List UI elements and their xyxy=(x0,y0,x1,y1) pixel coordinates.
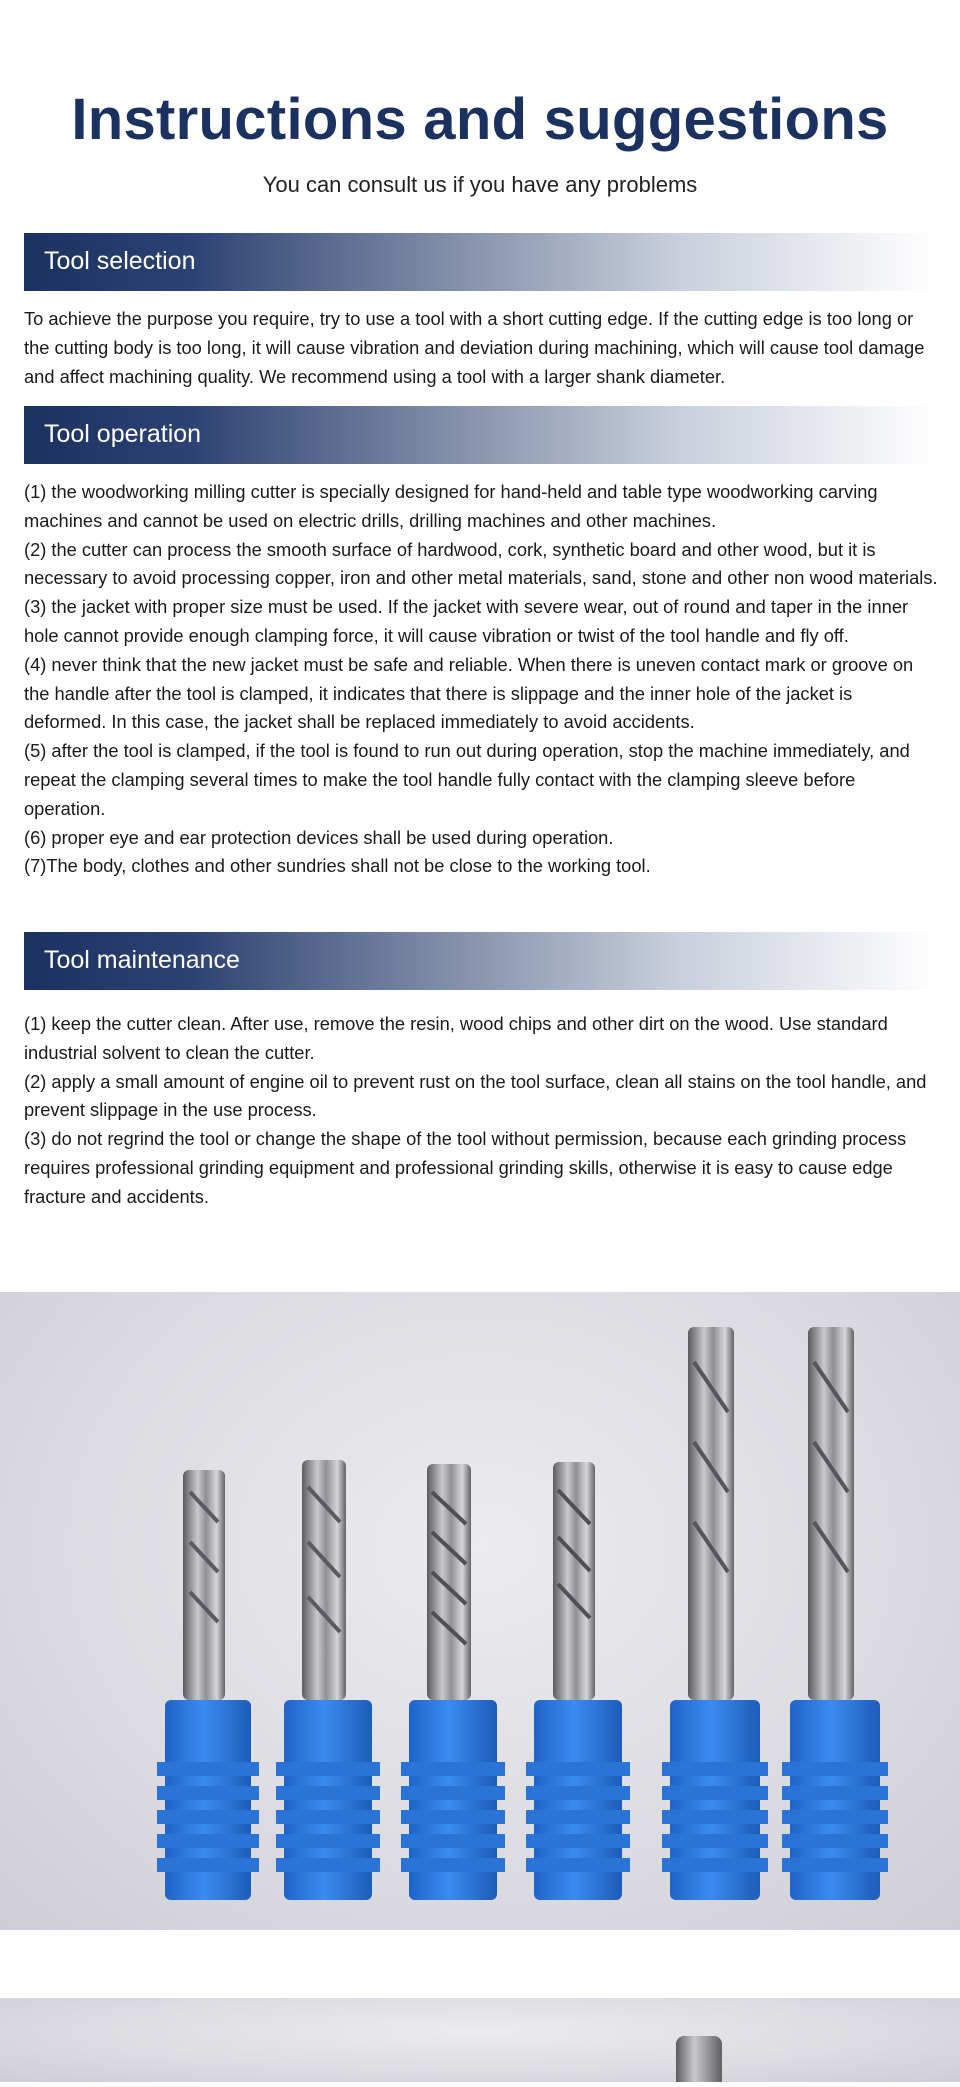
list-item: (6) proper eye and ear protection devices shall be used during operation. xyxy=(24,826,614,848)
cutter-3 xyxy=(401,1464,505,1900)
cutter-6 xyxy=(782,1327,888,1900)
section-body-tool-selection xyxy=(24,305,938,391)
end-mill-detail-illustration xyxy=(0,1998,960,2082)
list-item: (2) the cutter can process the smooth surface of hardwood, cork, synthetic board and other wood, but it is necessary to avoid processing copper, iron and other metal materials, sand, stone and other non wood materials. xyxy=(24,538,938,589)
cutter-2 xyxy=(276,1460,380,1900)
section-heading: Tool maintenance xyxy=(44,946,240,974)
list-item: (3) do not regrind the tool or change the shape of the tool without permission, because each grinding process requires professional grinding equipment and professional grinding skills, otherwise it is easy to cause edge fracture and accidents. xyxy=(24,1128,907,1207)
list-item: (3) the jacket with proper size must be used. If the jacket with severe wear, out of round and taper in the inner hole cannot provide enough clamping force, it will cause vibration or twist of the tool handle and fly off. xyxy=(24,596,909,646)
list-item: (1) the woodworking milling cutter is specially designed for hand-held and table type woodworking carving machines and cannot be used on electric drills, drilling machines and other machines. xyxy=(24,481,878,531)
paragraph: To achieve the purpose you require, try to use a tool with a short cutting edge. If the cutting edge is too long or the cutting body is too long, it will cause vibration and deviation during machining, which will cause tool damage and affect machining quality. We recommend using a tool with a larger shank diameter. xyxy=(24,308,925,387)
list-item: (7)The body, clothes and other sundries shall not be close to the working tool. xyxy=(24,855,651,877)
product-photo-group xyxy=(0,1292,960,1930)
cutter-1 xyxy=(157,1470,259,1900)
cutter-4 xyxy=(526,1462,630,1900)
product-photo-detail xyxy=(0,1998,960,2082)
section-body-tool-operation xyxy=(24,478,938,881)
page-title: Instructions and suggestions xyxy=(71,87,889,152)
section-header-tool-maintenance xyxy=(24,932,936,990)
section-heading: Tool selection xyxy=(44,247,196,275)
page-subtitle: You can consult us if you have any problems xyxy=(262,172,698,197)
list-item: (5) after the tool is clamped, if the tool is found to run out during operation, stop the machine immediately, and repeat the clamping several times to make the tool handle fully contact with the clamping sleeve before operation. xyxy=(24,740,910,819)
cutter-tip xyxy=(676,2036,722,2082)
list-item: (1) keep the cutter clean. After use, remove the resin, wood chips and other dirt on the wood. Use standard industrial solvent to clean the cutter. xyxy=(24,1013,888,1063)
section-header-tool-selection xyxy=(24,233,936,291)
list-item: (4) never think that the new jacket must be safe and reliable. When there is uneven contact mark or groove on the handle after the tool is clamped, it indicates that there is slippage and the inner hole of the jacket is deformed. In this case, the jacket shall be replaced immediately to avoid accidents. xyxy=(24,653,914,733)
section-header-tool-operation xyxy=(24,406,936,464)
list-item: (2) apply a small amount of engine oil to prevent rust on the tool surface, clean all stains on the tool handle, and prevent slippage in the use process. xyxy=(24,1070,927,1121)
cutter-5 xyxy=(662,1327,768,1900)
section-body-tool-maintenance xyxy=(24,1010,938,1212)
section-heading: Tool operation xyxy=(44,420,202,448)
end-mills-illustration xyxy=(0,1292,960,1930)
